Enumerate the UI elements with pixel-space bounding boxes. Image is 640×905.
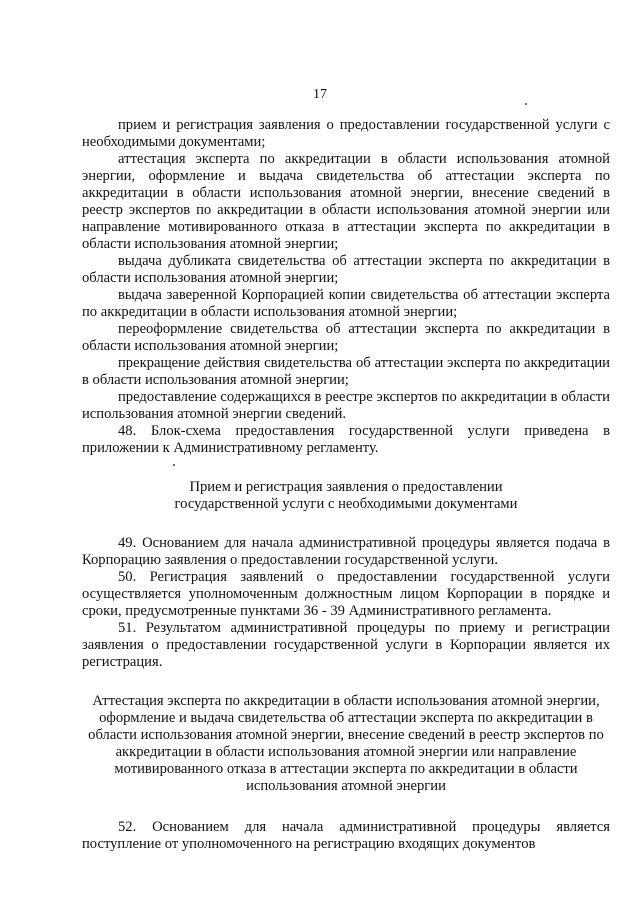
- heading-line: области использования атомной энергии, внесение сведений в реестр экспертов по: [88, 727, 604, 743]
- document-body: [82, 117, 610, 853]
- heading-line: Аттестация эксперта по аккредитации в области использования атомной энергии,: [92, 693, 600, 709]
- paragraph: прием и регистрация заявления о предоставлении государственной услуги с необходимыми документами;: [82, 117, 610, 150]
- paragraph: предоставление содержащихся в реестре экспертов по аккредитации в области использования атомной энергии сведений.: [82, 389, 610, 422]
- paragraph: прекращение действия свидетельства об аттестации эксперта по аккредитации в области использования атомной энергии;: [82, 355, 610, 388]
- scan-speck: [525, 103, 527, 105]
- heading-line: использования атомной энергии: [246, 778, 446, 794]
- paragraph: переоформление свидетельства об аттестации эксперта по аккредитации в области использования атомной энергии;: [82, 321, 610, 354]
- heading-line: государственной услуги с необходимыми документами: [174, 496, 518, 512]
- heading-line: аккредитации в области использования атомной энергии или направление: [115, 744, 577, 760]
- heading-line: оформление и выдача свидетельства об аттестации эксперта по аккредитации в: [99, 710, 593, 726]
- heading-line: мотивированного отказа в аттестации эксперта по аккредитации в области: [114, 761, 578, 777]
- paragraph: 49. Основанием для начала административной процедуры является подача в Корпорацию заявления о предоставлении государственной услуги.: [82, 535, 610, 568]
- paragraph: аттестация эксперта по аккредитации в области использования атомной энергии, оформление и выдача свидетельства об аттестации эксперта по аккредитации в области использования атомной энергии, внесение сведений в реестр экспертов по аккредитации в области использования атомной энергии или направление мотивированного отказа в аттестации эксперта по аккредитации в области использования атомной энергии;: [82, 151, 610, 252]
- section-heading: [82, 479, 610, 513]
- paragraph: 50. Регистрация заявлений о предоставлении государственной услуги осуществляется уполномоченным должностным лицом Корпорации в порядке и сроки, предусмотренные пунктами 36 - 39 Административного регламента.: [82, 569, 610, 619]
- heading-line: Прием и регистрация заявления о предоставлении: [189, 479, 503, 495]
- paragraph: выдача дубликата свидетельства об аттестации эксперта по аккредитации в области использования атомной энергии;: [82, 253, 610, 286]
- paragraph: 48. Блок-схема предоставления государственной услуги приведена в приложении к Административному регламенту.: [82, 423, 610, 456]
- page-number: 17: [313, 87, 327, 102]
- section-heading: [82, 693, 610, 795]
- paragraph: 52. Основанием для начала административной процедуры является поступление от уполномоченного на регистрацию входящих документов: [82, 819, 610, 852]
- paragraph: 51. Результатом административной процедуры по приему и регистрации заявления о предоставлении государственной услуги в Корпорации является их регистрация.: [82, 620, 610, 670]
- paragraph: выдача заверенной Корпорацией копии свидетельства об аттестации эксперта по аккредитации в области использования атомной энергии;: [82, 287, 610, 320]
